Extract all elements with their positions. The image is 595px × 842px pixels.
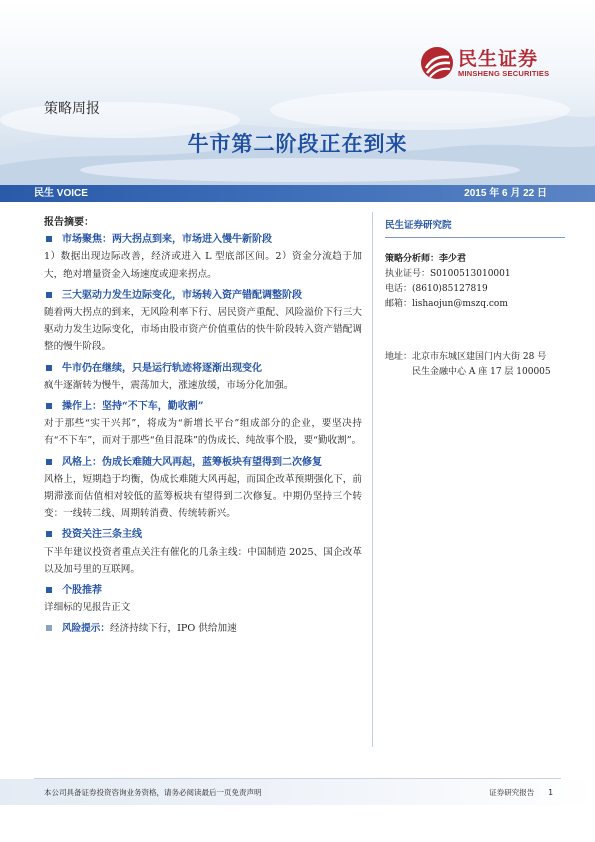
- point-heading: 个股推荐: [44, 582, 362, 599]
- square-bullet-icon: [46, 403, 52, 409]
- point-heading: 三大驱动力发生边际变化，市场转入资产错配调整阶段: [44, 287, 362, 304]
- voice-band: [0, 185, 595, 202]
- logo-chinese-name: 民生证券: [458, 47, 539, 70]
- logo-english-name: MINSHENG SECURITIES: [458, 68, 550, 78]
- footer-report-type: 证券研究报告: [489, 788, 535, 797]
- address-line-1: 北京市东城区建国门内大街 28 号: [412, 352, 547, 362]
- square-bullet-icon: [46, 365, 52, 371]
- analyst-label: 策略分析师：: [385, 254, 440, 264]
- address-line-2: 民生金融中心 A 座 17 层 100005: [412, 367, 551, 377]
- point-body: 详细标的见报告正文: [44, 602, 131, 614]
- analyst-line: [385, 252, 565, 267]
- phone-number: 电话：(8610)85127819: [385, 284, 488, 294]
- email-address[interactable]: 邮箱：lishaojun@mszq.com: [385, 299, 508, 309]
- point-heading: 投资关注三条主线: [44, 526, 362, 543]
- report-date: 2015 年 6 月 22 日: [464, 188, 547, 199]
- institute-name: 民生证券研究院: [385, 220, 452, 231]
- page-number: 1: [548, 788, 553, 797]
- point-body: 1）数据出现边际改善，经济或进入 L 型底部区间。2）资金分流趋于加大，绝对增量资金入场速度或迎来拐点。: [44, 251, 362, 280]
- address: [385, 350, 565, 380]
- address-label: 地址：: [385, 352, 413, 362]
- square-bullet-icon: [46, 531, 52, 537]
- point-heading: 风格上：伪成长难随大风再起，蓝筹板块有望得到二次修复: [44, 454, 362, 471]
- point-heading: 牛市仍在继续，只是运行轨迹将逐渐出现变化: [44, 360, 362, 377]
- risk-warning: [44, 620, 362, 637]
- sidebar: [385, 218, 565, 380]
- footer-rule: [34, 778, 561, 779]
- footer-disclaimer: 本公司具备证券投资咨询业务资格，请务必阅读最后一页免责声明: [44, 788, 262, 797]
- cert-number: 执业证号：S0100513010001: [385, 269, 511, 279]
- risk-label: 风险提示：: [62, 623, 110, 635]
- risk-text: 经济持续下行，IPO 供给加速: [109, 623, 237, 635]
- company-logo: [420, 45, 560, 81]
- point-heading: 市场聚焦：两大拐点到来，市场进入慢牛新阶段: [44, 231, 362, 248]
- point-heading: 操作上：坚持“不下车，勤收割”: [44, 398, 362, 415]
- point-body: 疯牛逐渐转为慢牛，震荡加大，涨速放缓，市场分化加强。: [44, 379, 294, 391]
- document-type: 策略周报: [44, 101, 100, 117]
- report-summary: [44, 214, 362, 638]
- square-bullet-icon: [46, 236, 52, 242]
- band-label: 民生 VOICE: [34, 188, 88, 199]
- sidebar-rule: [385, 237, 565, 238]
- point-body: 下半年建议投资者重点关注有催化的几条主线：中国制造 2025、国企改革以及加号里的互联网。: [44, 546, 362, 575]
- square-bullet-icon: [46, 587, 52, 593]
- square-bullet-icon: [46, 459, 52, 465]
- point-body: 对于那些“实干兴邦”，将成为“新增长平台”组成部分的企业，要坚决持有“不下车”，而对于那些“鱼目混珠”的伪成长、纯故事个股，要“勤收割”。: [44, 418, 362, 447]
- square-bullet-icon: [46, 292, 52, 298]
- point-body: 风格上，短期趋于均衡，伪成长难随大风再起，而国企改革预期强化下，前期滞涨而估值相对较低的蓝筹板块有望得到二次修复。中期仍坚持三个转变：一线转二线、周期转消费、传统转新兴。: [44, 473, 362, 520]
- footer-meta: [475, 787, 553, 798]
- summary-title: 报告摘要：: [44, 217, 94, 228]
- analyst-name: 李少君: [439, 254, 467, 264]
- square-bullet-icon: [46, 625, 52, 631]
- document-title: 牛市第二阶段正在到来: [187, 132, 408, 156]
- column-divider: [372, 212, 373, 747]
- point-body: 随着两大拐点的到来，无风险利率下行、居民资产重配、风险溢价下行三大驱动力发生边际变化，市场由股市资产价值重估的快牛阶段转入资产错配调整的慢牛阶段。: [44, 307, 362, 353]
- minsheng-logo-icon: [420, 46, 454, 80]
